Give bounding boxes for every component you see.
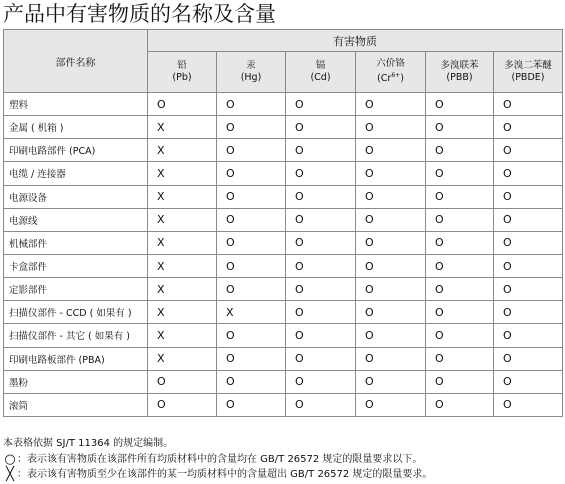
substance-mark-cell: O [217, 347, 286, 370]
part-name-cell: 电源线 [4, 208, 148, 231]
substance-symbol: (PBDE) [511, 72, 545, 83]
substance-mark-cell: O [426, 185, 494, 208]
substance-name: 铅 [177, 60, 187, 71]
o-legend [3, 452, 432, 468]
substance-mark-cell: O [426, 208, 494, 231]
substance-mark-cell: O [426, 231, 494, 254]
table-row [4, 139, 563, 162]
substance-mark-cell: O [356, 139, 426, 162]
substance-mark-cell: O [426, 254, 494, 277]
table-row [4, 278, 563, 301]
substance-mark-cell: O [286, 93, 356, 116]
substance-name: 多溴二苯醚 [504, 60, 552, 71]
substance-mark-cell: O [217, 116, 286, 139]
basis-note: 本表格依据 SJ/T 11364 的规定编制。 [3, 438, 174, 449]
hazardous-substances-header: 有害物质 [148, 30, 563, 52]
table-notes [3, 436, 432, 483]
substance-header [148, 52, 217, 93]
substance-mark-cell: O [286, 301, 356, 324]
substance-mark-cell: O [356, 393, 426, 416]
part-name-cell: 印刷电路部件 (PCA) [4, 139, 148, 162]
substance-header [356, 52, 426, 93]
substance-name: 汞 [246, 60, 256, 71]
substance-mark-cell: O [356, 116, 426, 139]
substance-mark-cell: O [286, 231, 356, 254]
substance-mark-cell: X [148, 139, 217, 162]
substance-symbol: (Hg) [240, 72, 262, 83]
substance-mark-cell: O [356, 185, 426, 208]
part-name-cell: 电缆 / 连接器 [4, 162, 148, 185]
substance-symbol: $(Cr^{6+})$ [377, 72, 404, 85]
substance-mark-cell: O [356, 93, 426, 116]
substance-name: 六价铬 [376, 58, 405, 70]
substance-header [286, 52, 356, 93]
substance-mark-cell: O [148, 393, 217, 416]
substance-symbol: (Pb) [172, 72, 192, 83]
part-name-cell: 扫描仪部件 - 其它 ( 如果有 ) [4, 324, 148, 347]
table-row [4, 393, 563, 416]
part-name-cell: 扫描仪部件 - CCD ( 如果有 ) [4, 301, 148, 324]
substance-mark-cell: O [286, 347, 356, 370]
substance-mark-cell: O [494, 208, 563, 231]
substance-mark-cell: X [148, 231, 217, 254]
table-row [4, 162, 563, 185]
substance-mark-cell: X [148, 301, 217, 324]
substance-mark-cell: X [148, 116, 217, 139]
substance-mark-cell: O [356, 301, 426, 324]
table-row [4, 301, 563, 324]
substance-mark-cell: O [356, 347, 426, 370]
substance-mark-cell: X [148, 278, 217, 301]
substance-mark-cell: O [494, 185, 563, 208]
substance-mark-cell: O [426, 139, 494, 162]
part-name-cell: 墨粉 [4, 370, 148, 393]
substance-mark-cell: X [148, 208, 217, 231]
substance-mark-cell: O [286, 162, 356, 185]
substance-name: 镉 [315, 60, 326, 71]
substance-symbol: (PBB) [446, 72, 473, 83]
substance-mark-cell: O [217, 231, 286, 254]
part-name-cell: 印刷电路板部件 (PBA) [4, 347, 148, 370]
substance-mark-cell: O [426, 301, 494, 324]
substance-mark-cell: O [356, 208, 426, 231]
substance-header [217, 52, 286, 93]
part-name-cell: 金属 ( 机箱 ) [4, 116, 148, 139]
substance-mark-cell: O [494, 116, 563, 139]
substance-mark-cell: O [494, 324, 563, 347]
substance-mark-cell: O [217, 185, 286, 208]
substance-mark-cell: O [286, 278, 356, 301]
substance-mark-cell: O [217, 278, 286, 301]
substance-mark-cell: O [217, 162, 286, 185]
substance-mark-cell: O [217, 324, 286, 347]
substance-mark-cell: O [494, 162, 563, 185]
table-row [4, 185, 563, 208]
substance-mark-cell: O [286, 324, 356, 347]
o-legend-text: ：表示该有害物质在该部件所有均质材料中的含量均在 GB/T 26572 规定的限量要求以下。 [17, 453, 423, 465]
part-name-cell: 电源设备 [4, 185, 148, 208]
substance-mark-cell: O [356, 162, 426, 185]
substance-mark-cell: O [426, 278, 494, 301]
table-row [4, 370, 563, 393]
substance-mark-cell: O [148, 93, 217, 116]
table-row [4, 116, 563, 139]
part-name-cell: 滚筒 [4, 393, 148, 416]
substance-mark-cell: O [426, 393, 494, 416]
substance-mark-cell: O [217, 370, 286, 393]
substance-symbol: (Cd) [310, 72, 331, 83]
part-name-header: 部件名称 [4, 30, 148, 93]
table-row [4, 324, 563, 347]
part-name-cell: 定影部件 [4, 278, 148, 301]
substance-mark-cell: O [426, 324, 494, 347]
substance-mark-cell: O [494, 370, 563, 393]
substance-mark-cell: X [148, 185, 217, 208]
substance-header [426, 52, 494, 93]
substance-mark-cell: O [356, 278, 426, 301]
hazardous-substance-table [3, 29, 563, 417]
substance-mark-cell: O [426, 116, 494, 139]
table-row [4, 208, 563, 231]
substance-mark-cell: O [426, 347, 494, 370]
substance-mark-cell: O [426, 370, 494, 393]
substance-mark-cell: O [217, 93, 286, 116]
substance-mark-cell: O [286, 208, 356, 231]
cross-icon: ╳ [6, 467, 14, 482]
substance-header [494, 52, 563, 93]
substance-mark-cell: O [286, 254, 356, 277]
part-name-cell: 机械部件 [4, 231, 148, 254]
table-row [4, 93, 563, 116]
substance-mark-cell: X [148, 162, 217, 185]
substance-mark-cell: O [426, 93, 494, 116]
substance-mark-cell: O [356, 231, 426, 254]
substance-mark-cell: O [286, 139, 356, 162]
substance-mark-cell: O [217, 208, 286, 231]
table-row [4, 231, 563, 254]
substance-mark-cell: O [286, 393, 356, 416]
substance-mark-cell: O [356, 370, 426, 393]
part-name-cell: 卡盒部件 [4, 254, 148, 277]
substance-mark-cell: O [494, 231, 563, 254]
substance-mark-cell: O [494, 254, 563, 277]
substance-mark-cell: O [356, 324, 426, 347]
substance-mark-cell: O [494, 347, 563, 370]
substance-mark-cell: X [148, 254, 217, 277]
substance-mark-cell: X [148, 324, 217, 347]
substance-mark-cell: O [286, 370, 356, 393]
substance-mark-cell: O [494, 278, 563, 301]
table-row [4, 347, 563, 370]
substance-mark-cell: O [217, 393, 286, 416]
page-title: 产品中有害物质的名称及含量 [3, 2, 276, 26]
substance-mark-cell: O [217, 254, 286, 277]
substance-mark-cell: O [494, 139, 563, 162]
substance-mark-cell: O [148, 370, 217, 393]
substance-mark-cell: O [356, 254, 426, 277]
substance-mark-cell: O [286, 116, 356, 139]
x-legend-text: ：表示该有害物质至少在该部件的某一均质材料中的含量超出 GB/T 26572 规定的限量要求。 [17, 469, 433, 480]
substance-name: 多溴联苯 [440, 60, 479, 71]
part-name-cell: 塑料 [4, 93, 148, 116]
substance-mark-cell: X [148, 347, 217, 370]
x-legend [3, 467, 432, 483]
circle-icon: ○ [4, 451, 16, 467]
substance-mark-cell: O [494, 393, 563, 416]
table-row [4, 254, 563, 277]
substance-mark-cell: O [426, 162, 494, 185]
substance-mark-cell: X [217, 301, 286, 324]
substance-mark-cell: O [217, 139, 286, 162]
substance-mark-cell: O [494, 301, 563, 324]
substance-mark-cell: O [494, 93, 563, 116]
substance-mark-cell: O [286, 185, 356, 208]
